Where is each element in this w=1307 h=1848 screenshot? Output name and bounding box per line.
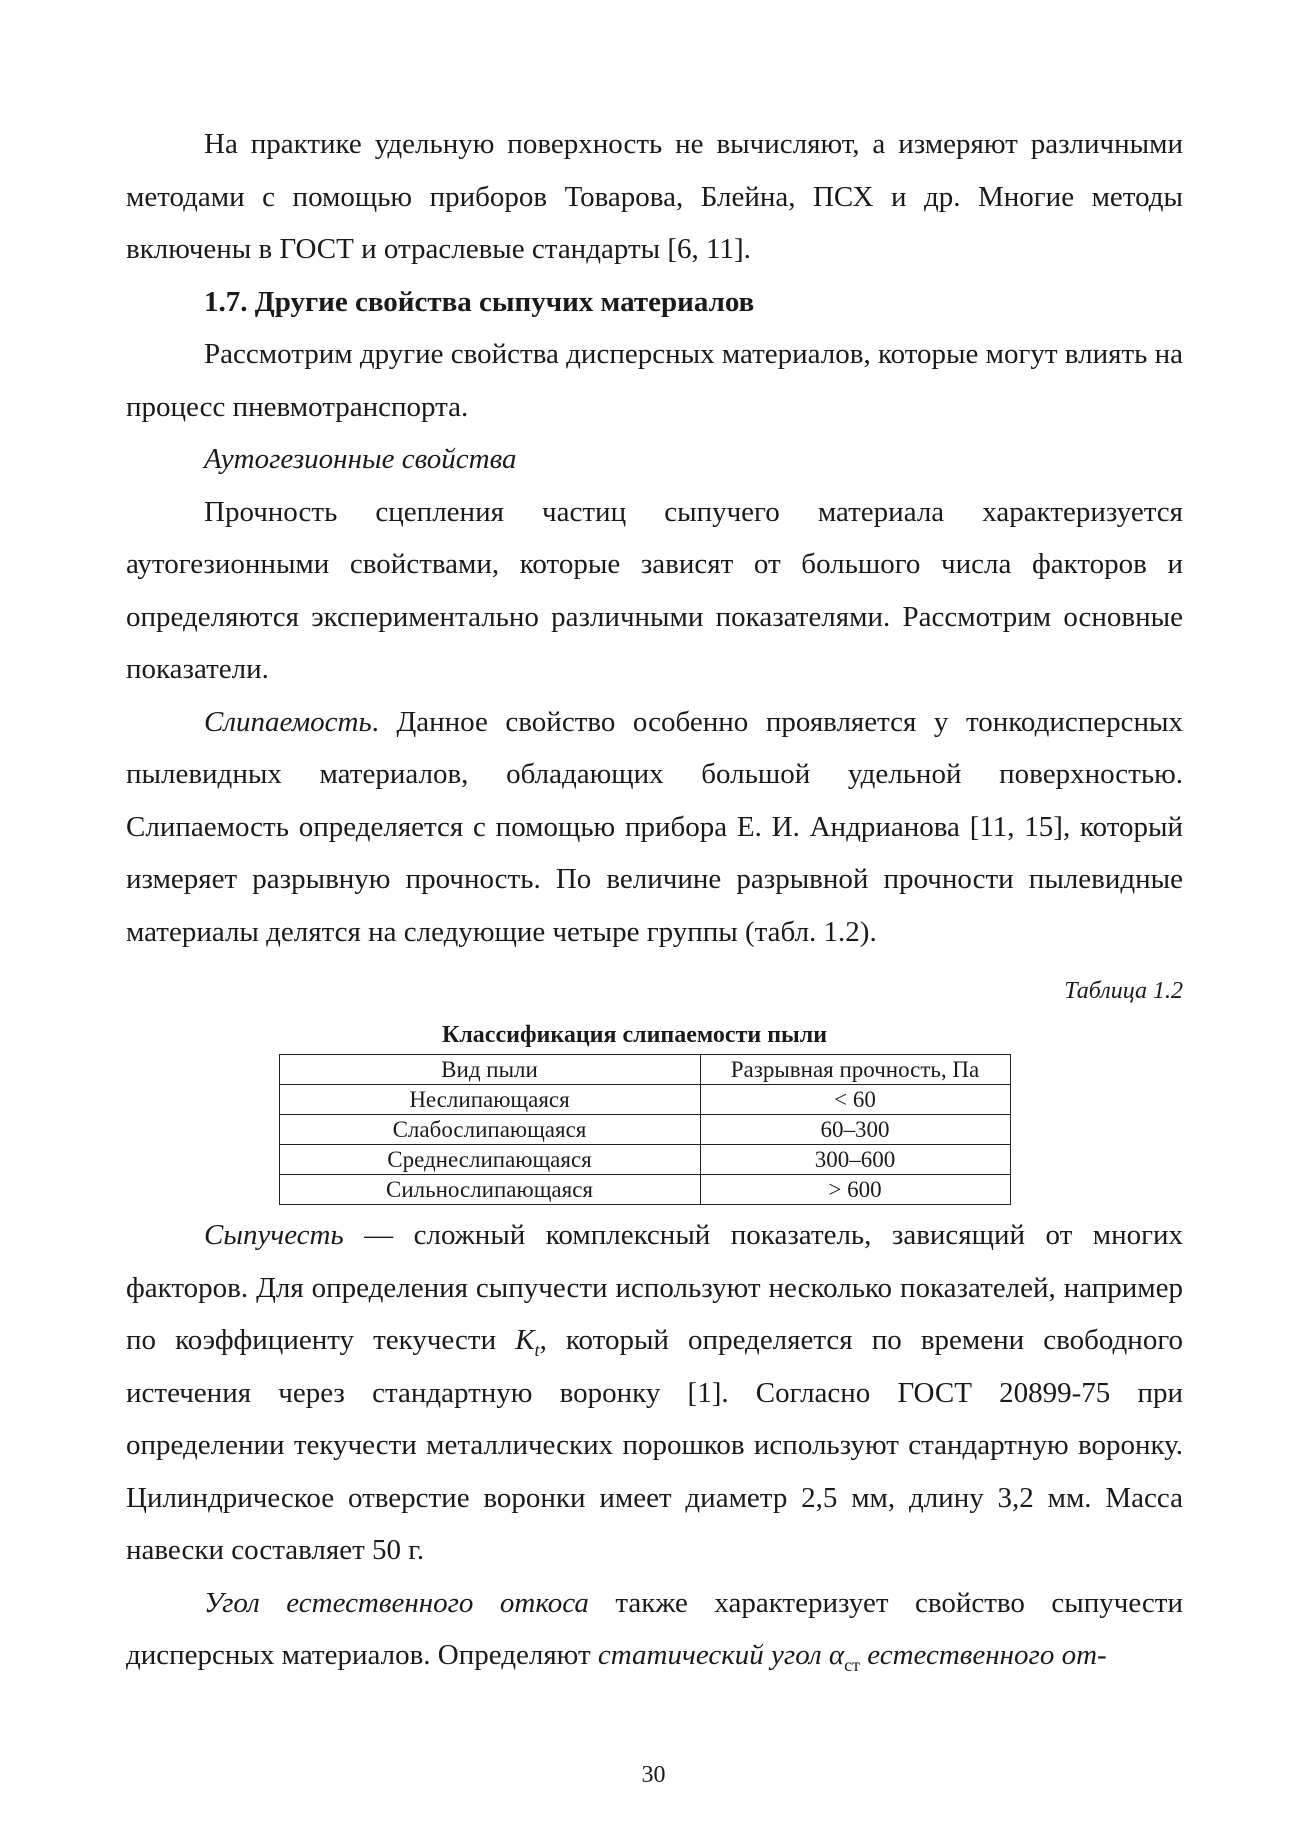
paragraph-stickiness-text: . Данное свойство особенно проявляется у тонкодисперсных пылевидных материалов, обладающих большой удельной поверхностью. Слипаемость определяется с помощью прибора Е. И. Андрианова [11, 15], который измеряет разрывную прочность. По величине разрывной прочности пылевидные материалы делятся на следующие четыре группы (табл. 1.2).: [126, 705, 1183, 948]
static-angle-subscript: ст: [844, 1654, 860, 1675]
table-cell: Слабослипающаяся: [279, 1115, 700, 1145]
table-cell: < 60: [700, 1085, 1010, 1115]
paragraph-other-properties: Рассмотрим другие свойства дисперсных материалов, которые могут влиять на процесс пневмотранспорта.: [126, 338, 1183, 423]
paragraph-stickiness: [126, 696, 1183, 959]
var-k-subscript: t: [534, 1339, 540, 1360]
table-cell: 60–300: [700, 1115, 1010, 1145]
page-content: [126, 118, 1183, 1682]
subheading-autohesion: Аутогезионные свойства: [204, 443, 517, 475]
table-label: Таблица 1.2: [1064, 978, 1183, 1004]
term-flowability: Сыпучесть: [204, 1219, 344, 1251]
table-header-row: [279, 1055, 1010, 1085]
table-row: [279, 1115, 1010, 1145]
table-cell: Неслипающаяся: [279, 1085, 700, 1115]
table-row: [279, 1175, 1010, 1205]
table-title: Классификация слипаемости пыли: [441, 1022, 828, 1048]
paragraph-specific-surface: На практике удельную поверхность не вычисляют, а измеряют различными методами с помощью приборов Товарова, Блейна, ПСХ и др. Многие методы включены в ГОСТ и отраслевые стандарты [6, 11].: [126, 128, 1183, 265]
term-static-angle: статический угол α: [597, 1639, 845, 1671]
paragraph-flowability: [126, 1209, 1183, 1577]
paragraph-autohesion: Прочность сцепления частиц сыпучего материала характеризуется аутогезионными свойствами, которые зависят от большого числа факторов и определяются экспериментально различными показателями. Рассмотрим основные показатели.: [126, 495, 1183, 685]
paragraph-flowability-text-b: , который определяется по времени свободного истечения через стандартную воронку [1]. Согласно ГОСТ 20899-75 при определении текучести металлических порошков используют стандартную воронку. Цилиндрическое отверстие воронки имеет диаметр 2,5 мм, длину 3,2 мм. Масса навески составляет 50 г.: [126, 1324, 1183, 1566]
table-header-cell: Вид пыли: [279, 1055, 700, 1085]
term-stickiness: Слипаемость: [204, 705, 372, 738]
table-cell: 300–600: [700, 1145, 1010, 1175]
section-heading: 1.7. Другие свойства сыпучих материалов: [204, 285, 755, 318]
table-cell: Среднеслипающаяся: [279, 1145, 700, 1175]
paragraph-repose-angle: [126, 1577, 1183, 1682]
term-repose-angle: Угол естественного откоса: [204, 1586, 589, 1619]
table-row: [279, 1085, 1010, 1115]
term-static-angle-end: естественного от-: [859, 1639, 1107, 1671]
table-row: [279, 1145, 1010, 1175]
var-k: K: [515, 1324, 535, 1356]
paragraph-repose-text: также характеризует свойство сыпучести дисперсных материалов. Определяют: [126, 1586, 1183, 1671]
dust-stickiness-table: [279, 1054, 1011, 1205]
table-cell: Сильнослипающаяся: [279, 1175, 700, 1205]
page-number: 30: [641, 1762, 666, 1788]
table-header-cell: Разрывная прочность, Па: [700, 1055, 1010, 1085]
table-cell: > 600: [700, 1175, 1010, 1205]
paragraph-flowability-text-a: — сложный комплексный показатель, зависящий от многих факторов. Для определения сыпучести используют несколько показателей, например по коэффициенту текучести: [126, 1219, 1183, 1356]
